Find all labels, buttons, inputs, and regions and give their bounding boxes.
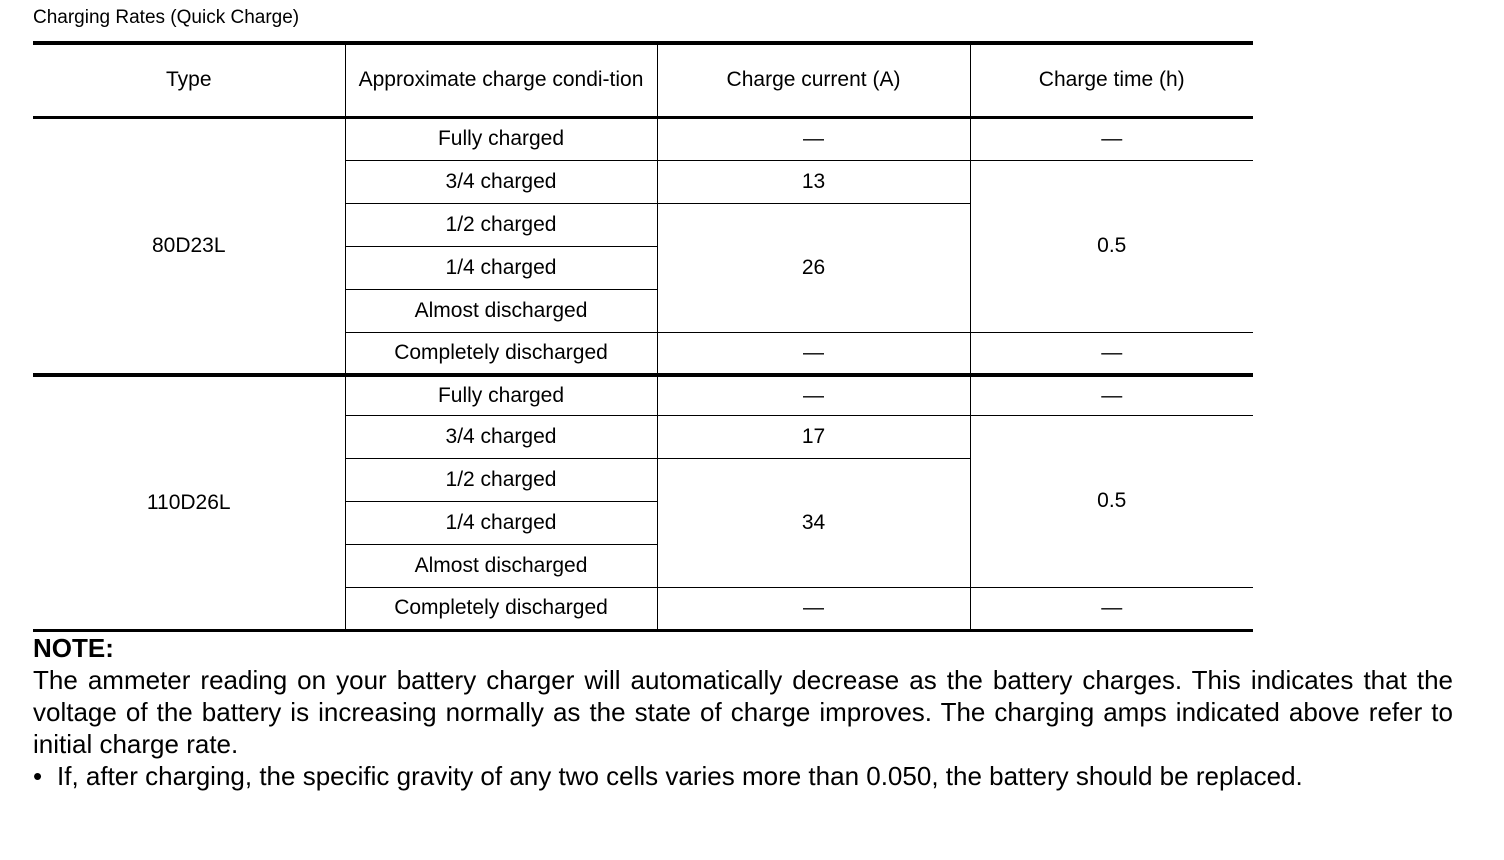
group-80d23l [33, 117, 1253, 375]
charging-rates-table [33, 41, 1253, 632]
condition-cell: 1/2 charged [345, 203, 657, 246]
condition-cell: Fully charged [345, 117, 657, 160]
header-condition: Approximate charge condi-tion [345, 43, 657, 117]
header-current: Charge current (A) [657, 43, 970, 117]
time-cell: — [970, 332, 1253, 375]
condition-cell: 3/4 charged [345, 160, 657, 203]
current-cell: — [657, 587, 970, 630]
bullet-icon: • [33, 761, 43, 791]
current-cell: — [657, 332, 970, 375]
current-cell: — [657, 117, 970, 160]
note-bullet-text: If, after charging, the specific gravity of any two cells varies more than 0.050, the battery should be replaced. [57, 761, 1303, 791]
condition-cell: 1/4 charged [345, 246, 657, 289]
condition-cell: Completely discharged [345, 332, 657, 375]
time-cell: — [970, 375, 1253, 415]
note-section [33, 632, 1453, 792]
table-row [33, 117, 1253, 160]
header-row [33, 43, 1253, 117]
note-bullet-item [33, 760, 1453, 792]
time-cell: 0.5 [970, 160, 1253, 332]
condition-cell: Completely discharged [345, 587, 657, 630]
current-cell: — [657, 375, 970, 415]
condition-cell: Almost discharged [345, 544, 657, 587]
time-cell: — [970, 117, 1253, 160]
type-cell: 80D23L [33, 117, 345, 375]
note-body: The ammeter reading on your battery charger will automatically decrease as the battery charges. This indicates that the voltage of the battery is increasing normally as the state of charge improves. The charging amps indicated above refer to initial charge rate. [33, 665, 1453, 759]
current-cell: 34 [657, 458, 970, 587]
condition-cell: Almost discharged [345, 289, 657, 332]
condition-cell: 3/4 charged [345, 415, 657, 458]
current-cell: 13 [657, 160, 970, 203]
header-type: Type [33, 43, 345, 117]
header-time: Charge time (h) [970, 43, 1253, 117]
note-title: NOTE: [33, 633, 114, 663]
table-row [33, 375, 1253, 415]
type-cell: 110D26L [33, 375, 345, 630]
current-cell: 26 [657, 203, 970, 332]
condition-cell: 1/2 charged [345, 458, 657, 501]
condition-cell: Fully charged [345, 375, 657, 415]
table-caption: Charging Rates (Quick Charge) [33, 7, 300, 28]
time-cell: 0.5 [970, 415, 1253, 587]
condition-cell: 1/4 charged [345, 501, 657, 544]
time-cell: — [970, 587, 1253, 630]
group-110d26l [33, 375, 1253, 630]
current-cell: 17 [657, 415, 970, 458]
